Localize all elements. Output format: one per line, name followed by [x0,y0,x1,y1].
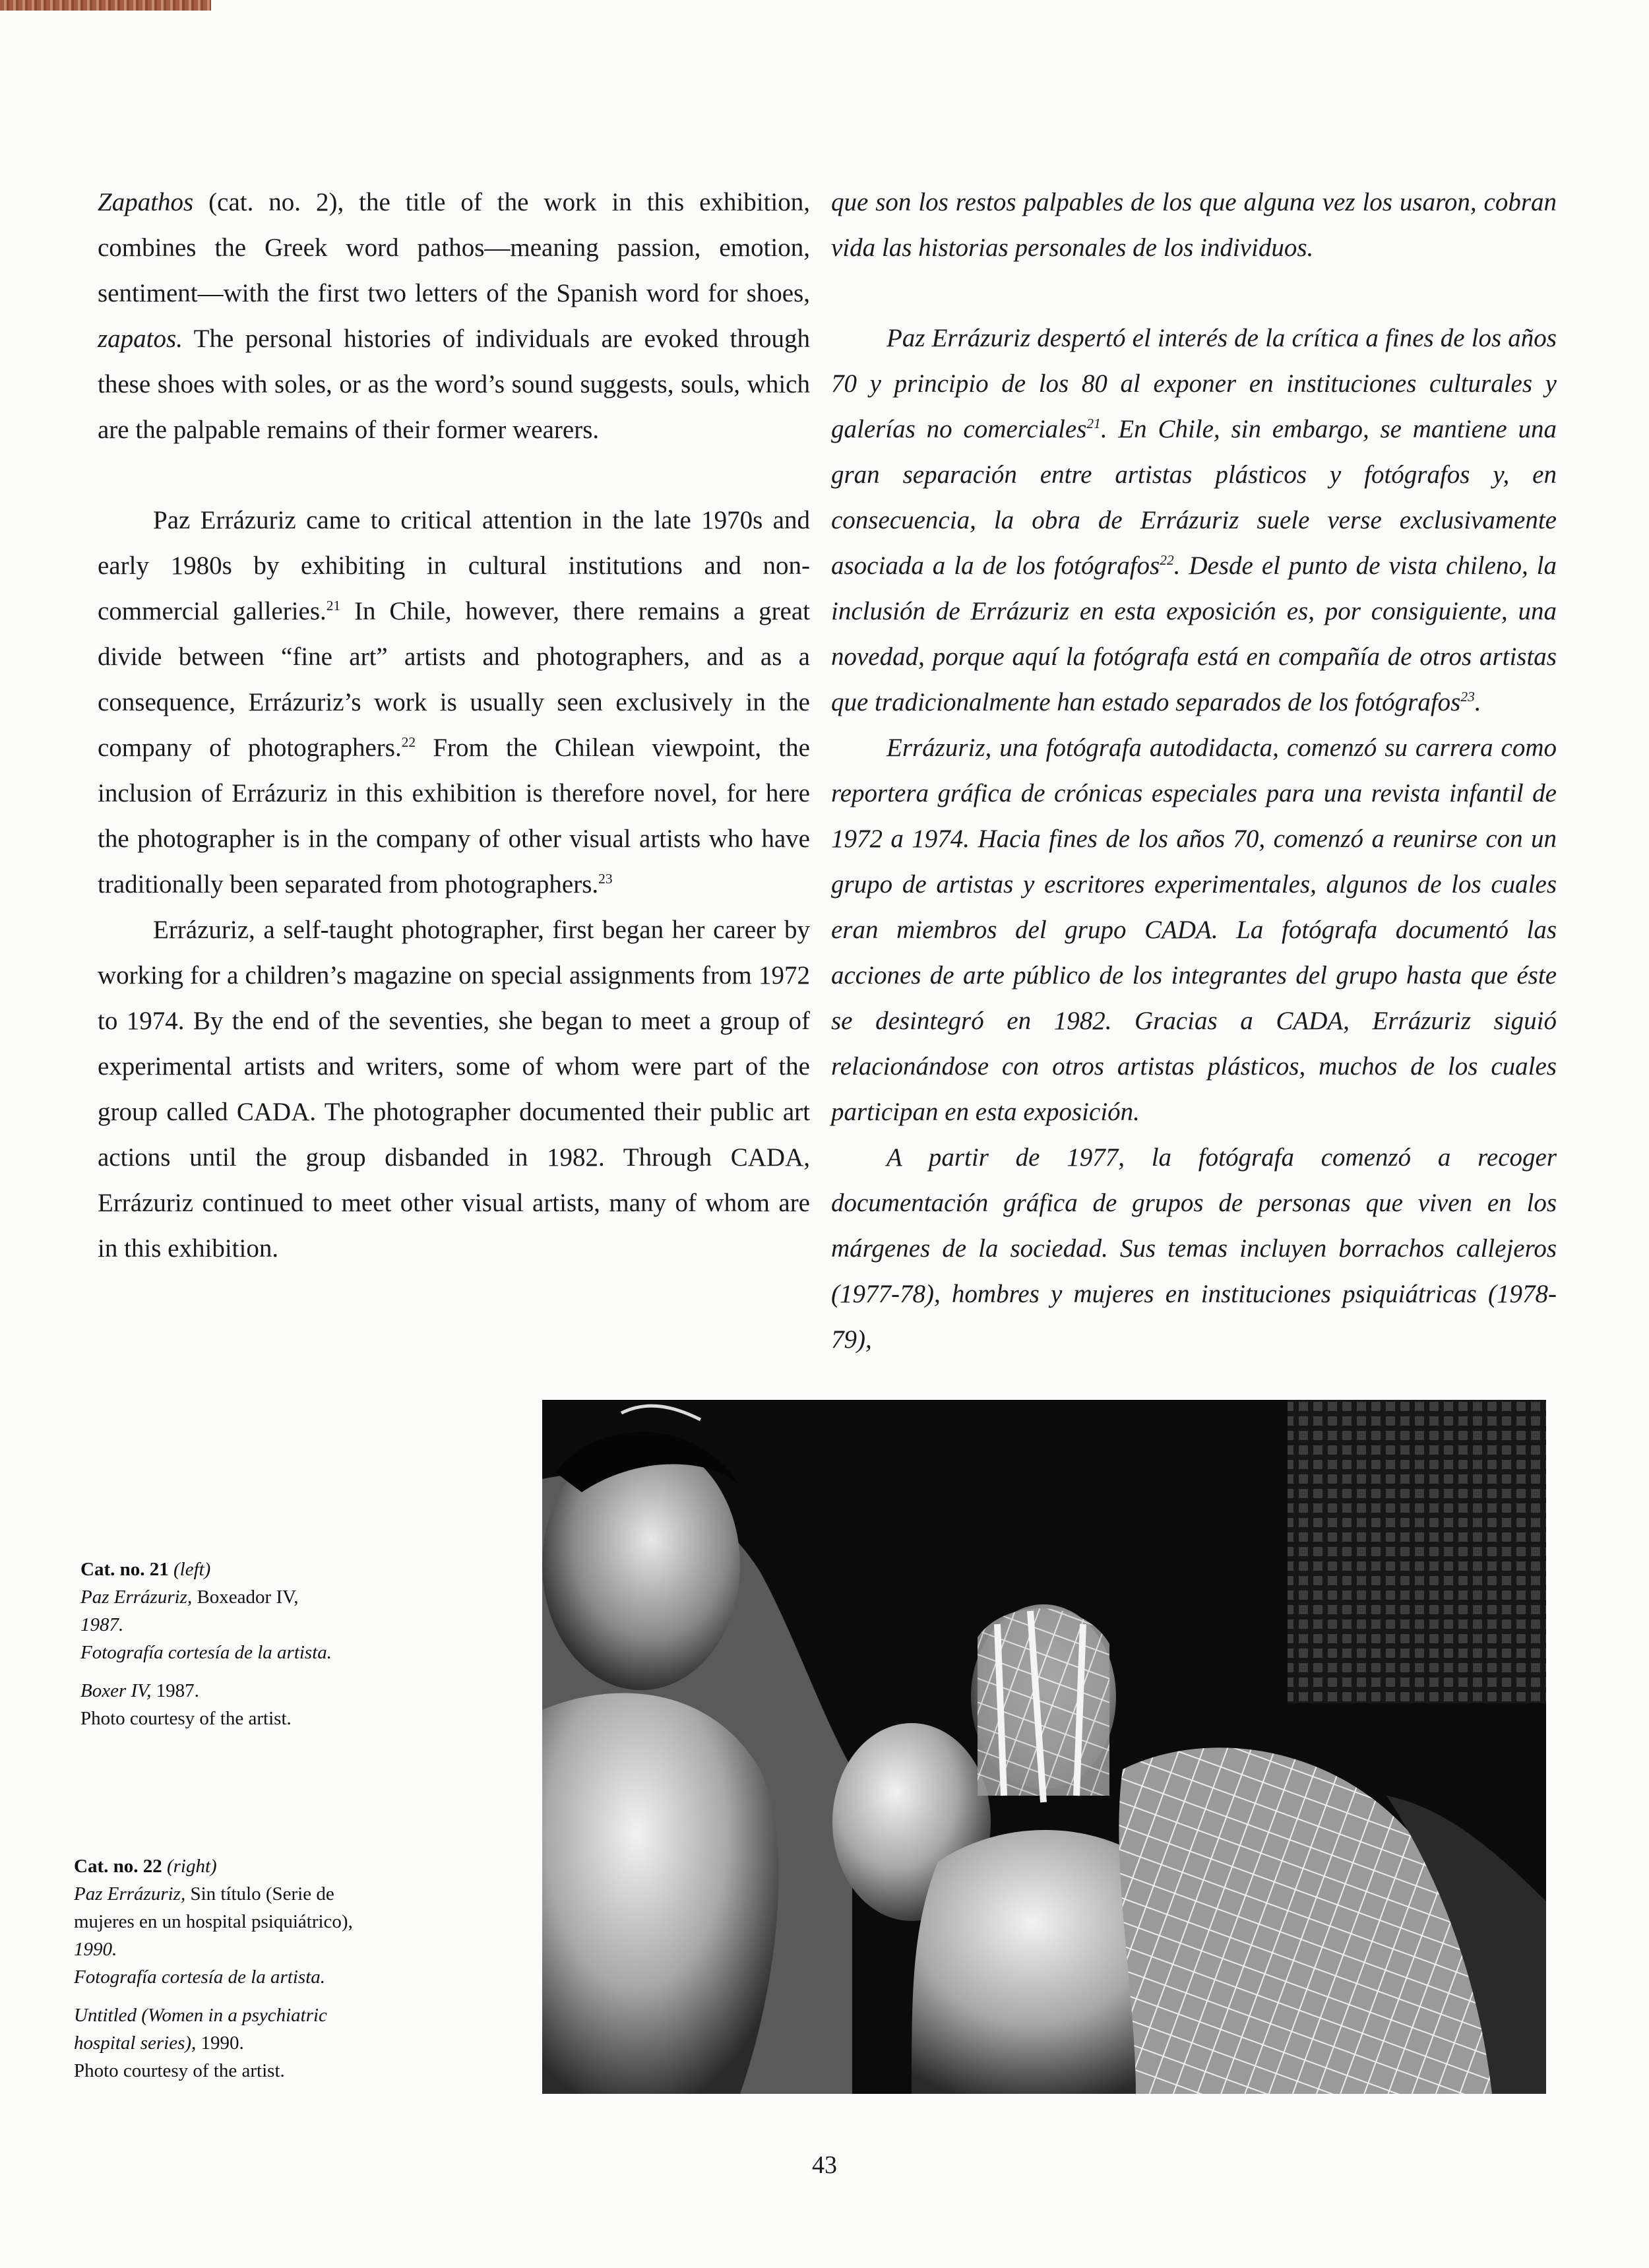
spanish-paragraph-3 [831,725,1557,1135]
footnote-ref: 21 [1086,416,1101,431]
caption-cat-number: Cat. no. 22 [74,1856,162,1877]
caption-position: (left) [173,1559,211,1580]
caption-credit-en: Photo courtesy of the artist. [74,2060,285,2081]
text-run: zapatos. [98,325,183,353]
caption-year: 1987. [80,1614,124,1635]
text-run: que son los restos palpables de los que alguna vez los usaron, cobran vida las historias personales de los individuos. [831,188,1557,262]
caption-cat-21 [80,1556,371,1732]
caption-position: (right) [166,1856,217,1877]
caption-credit-en: Photo courtesy of the artist. [80,1708,292,1729]
english-paragraph-1 [98,179,810,453]
caption-year: 1990. [74,1939,117,1960]
text-run: From the Chilean viewpoint, the inclusion of Errázuriz in this exhibition is therefore novel, for here the photographer is in the company of other visual artists who have traditionally been separated from photographers. [98,734,810,898]
caption-title-en: Untitled (Women in a psychiatric hospital series), [74,2005,327,2054]
caption-title: Boxeador IV, [192,1587,299,1608]
photograph-women-psychiatric-hospital [542,1400,1546,2094]
text-run: Paz Errázuriz despertó el interés de la crítica a fines de los años 70 y principio de los 80 al exponer en instituciones culturales y galerías no comerciales [831,324,1557,443]
text-run: Errázuriz, a self-taught photographer, first began her career by working for a children’s magazine on special assignments from 1972 to 1974. By the end of the seventies, she began to meet a group of experimental artists and writers, some of whom were part of the group called CADA. The photographer documented their public art actions until the group disbanded in 1982. Through CADA, Errázuriz continued to meet other visual artists, many of whom are in this exhibition. [98,916,810,1263]
text-run: Errázuriz, una fotógrafa autodidacta, comenzó su carrera como reportera gráfica de crónicas especiales para una revista infantil de 1972 a 1974. Hacia fines de los años 70, comenzó a reunirse con un grupo de artistas y escritores experimentales, algunos de los cuales eran miembros del grupo CADA. La fotógrafa documentó las acciones de arte público de los integrantes del grupo hasta que éste se desintegró en 1982. Gracias a CADA, Errázuriz siguió relacionándose con otros artistas plásticos, muchos de los cuales participan en esta exposición. [831,734,1557,1126]
caption-cat-number: Cat. no. 21 [80,1559,169,1580]
text-run: Zapathos [98,188,194,216]
caption-title: Sin título (Serie de mujeres en un hospital psiquiátrico), [74,1883,353,1932]
caption-artist: Paz Errázuriz, [74,1883,186,1905]
text-run: . En Chile, sin embargo, se mantiene una gran separación entre artistas plásticos y fotógrafos y, en consecuencia, la obra de Errázuriz suele verse exclusivamente asociada a la de los fotógrafos [831,415,1557,580]
text-run: (cat. no. 2), the title of the work in this exhibition, combines the Greek word pathos—meaning passion, emotion, sentiment—with the first two letters of the Spanish word for shoes, [98,188,810,307]
page-number: 43 [812,2151,837,2179]
english-paragraph-2 [98,497,810,907]
spanish-paragraph-2 [831,315,1557,725]
caption-year-en: 1987. [151,1680,199,1701]
caption-title-en: Boxer IV, [80,1680,152,1701]
caption-credit-es: Fotografía cortesía de la artista. [80,1642,332,1663]
spanish-column [831,179,1557,1362]
text-run: In Chile, however, there remains a great divide between “fine art” artists and photographers, and as a consequence, Errázuriz’s work is usually seen exclusively in the company of photographers. [98,597,811,762]
caption-year-en: 1990. [196,2032,244,2054]
english-paragraph-3 [98,907,810,1271]
spanish-paragraph-4 [831,1135,1557,1362]
caption-artist: Paz Errázuriz, [80,1587,193,1608]
text-run: . [1474,688,1481,716]
photo-illustration [542,1400,1546,2094]
text-run: The personal histories of individuals are evoked through these shoes with soles, or as the word’s sound suggests, souls, which are the palpable remains of their former wearers. [98,325,810,444]
english-column [98,179,810,1271]
footnote-ref: 23 [598,871,613,887]
corner-decoration [0,0,211,11]
spanish-paragraph-1 [831,179,1557,270]
text-run: Paz Errázuriz came to critical attention in the late 1970s and early 1980s by exhibiting in cultural institutions and non-commercial galleries. [98,506,810,625]
footnote-ref: 22 [1160,552,1174,568]
text-run: . Desde el punto de vista chileno, la inclusión de Errázuriz en esta exposición es, por consiguiente, una novedad, porque aquí la fotógrafa está en compañía de otros artistas que tradicionalmente han estado separados de los fotógrafos [831,551,1557,716]
footnote-ref: 23 [1460,689,1475,705]
footnote-ref: 22 [401,734,416,750]
footnote-ref: 21 [326,598,341,614]
caption-credit-es: Fotografía cortesía de la artista. [74,1967,326,1988]
caption-cat-22 [74,1852,384,2085]
text-run: A partir de 1977, la fotógrafa comenzó a recoger documentación gráfica de grupos de personas que viven en los márgenes de la sociedad. Sus temas incluyen borrachos callejeros (1977-78), hombres y mujeres en instituciones psiquiátricas (1978-79), [831,1143,1557,1354]
